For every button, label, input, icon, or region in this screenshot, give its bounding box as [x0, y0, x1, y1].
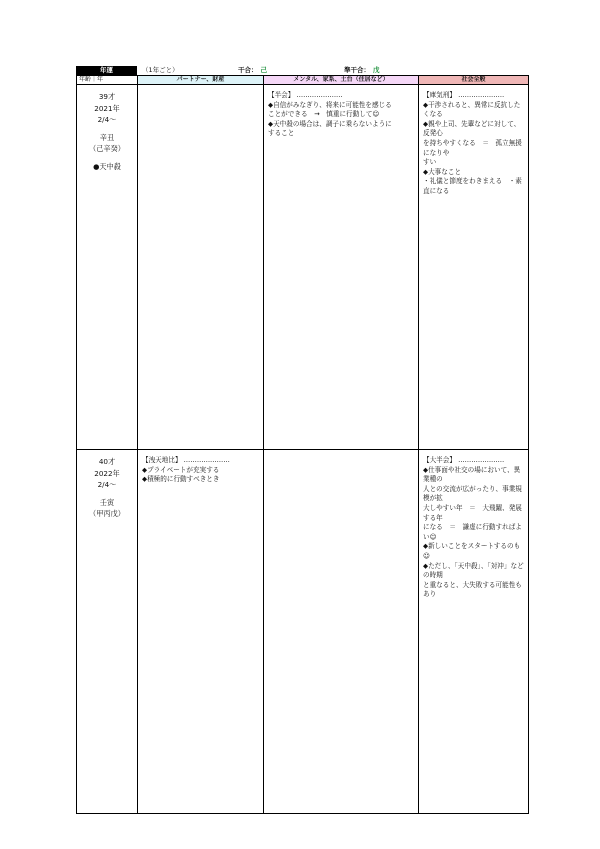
- col-age-year: 年齢｜年: [77, 76, 138, 85]
- junkango: [344, 66, 380, 75]
- kango-label: 干合：: [238, 66, 258, 74]
- list-item: と重なると、大失敗する可能性もあり: [423, 580, 522, 599]
- age-cell: [77, 85, 138, 450]
- mental-cell: [264, 85, 419, 450]
- age: 40才: [98, 457, 116, 466]
- kanshi: 辛丑: [99, 132, 115, 142]
- list-item: ◆積極的に行動すべきとき: [142, 475, 220, 484]
- age: 39才: [98, 92, 116, 101]
- column-header-row: [77, 76, 529, 85]
- list-item: ◆大事なこと: [423, 167, 462, 176]
- list-item: ◆プライベートが充実する: [142, 465, 220, 474]
- zoukan: （己辛癸）: [89, 144, 125, 153]
- partner-cell: [138, 85, 264, 450]
- col-mental: メンタル、家系、土台（住居など）: [264, 76, 419, 85]
- junkango-value: 戊: [373, 66, 380, 74]
- nenun-label: 年運: [76, 66, 137, 75]
- unit-label: （1年ごと）: [142, 66, 179, 74]
- partner-cell: [138, 450, 264, 814]
- year: 2022年: [94, 468, 120, 478]
- list-item: ◆干渉されると、異常に反抗したくなる: [423, 100, 521, 119]
- date: 2/4～: [97, 480, 117, 489]
- list-item: 【大半会】 …………………: [423, 456, 505, 464]
- kango-value: 己: [260, 66, 267, 74]
- list-item: 【庫気刑】 …………………: [423, 91, 505, 99]
- fortune-sheet: [76, 66, 528, 814]
- col-society: 社会全般: [419, 76, 529, 85]
- age-cell: [77, 450, 138, 814]
- society-cell: [419, 85, 529, 450]
- sheet-header: [76, 66, 528, 75]
- table-row: [77, 85, 529, 450]
- list-item: ◆天中殺の場合は、調子に乗らないように: [268, 119, 392, 128]
- list-item: ・礼儀と節度をわきまえる ・素直になる: [423, 177, 522, 195]
- list-item: ことができる → 慎重に行動して☺: [268, 110, 380, 119]
- date: 2/4～: [97, 115, 117, 124]
- list-item: すい: [423, 158, 437, 167]
- junkango-label: 準干合：: [344, 66, 370, 74]
- list-item: を持ちやすくなる ＝ 孤立無援になりや: [423, 138, 522, 157]
- list-item: になる ＝ 謙虚に行動すればよい☺: [423, 523, 522, 541]
- table-row: [77, 450, 529, 814]
- list-item: 大しやすい年 ＝ 大飛躍、発展する年: [423, 503, 522, 522]
- col-partner: パートナー、財産: [138, 76, 264, 85]
- list-item: 【洩天地比】 …………………: [142, 456, 230, 464]
- year: 2021年: [94, 103, 120, 113]
- fortune-table: [76, 75, 529, 814]
- list-item: 【半会】 …………………: [268, 91, 343, 99]
- mental-cell: [264, 450, 419, 814]
- list-item: ◆新しいことをスタートするのも☺: [423, 542, 521, 560]
- kanshi: 壬寅: [99, 497, 115, 507]
- list-item: ◆仕事面や社交の場において、異業種の: [423, 465, 521, 484]
- list-item: ◆自信がみなぎり、将来に可能性を感じる: [268, 100, 392, 109]
- list-item: ◆親や上司、先輩などに対して、反発心: [423, 119, 521, 138]
- list-item: すること: [268, 129, 295, 138]
- list-item: ◆ただし、「天中殺」、「対冲」などの時期: [423, 561, 524, 580]
- list-item: 人との交流が広がったり、事業規模が拡: [423, 484, 522, 503]
- society-cell: [419, 450, 529, 814]
- zoukan: （甲丙戊）: [89, 509, 125, 518]
- tenchusatsu-note: ●天中殺: [93, 161, 121, 171]
- kango: [238, 66, 267, 75]
